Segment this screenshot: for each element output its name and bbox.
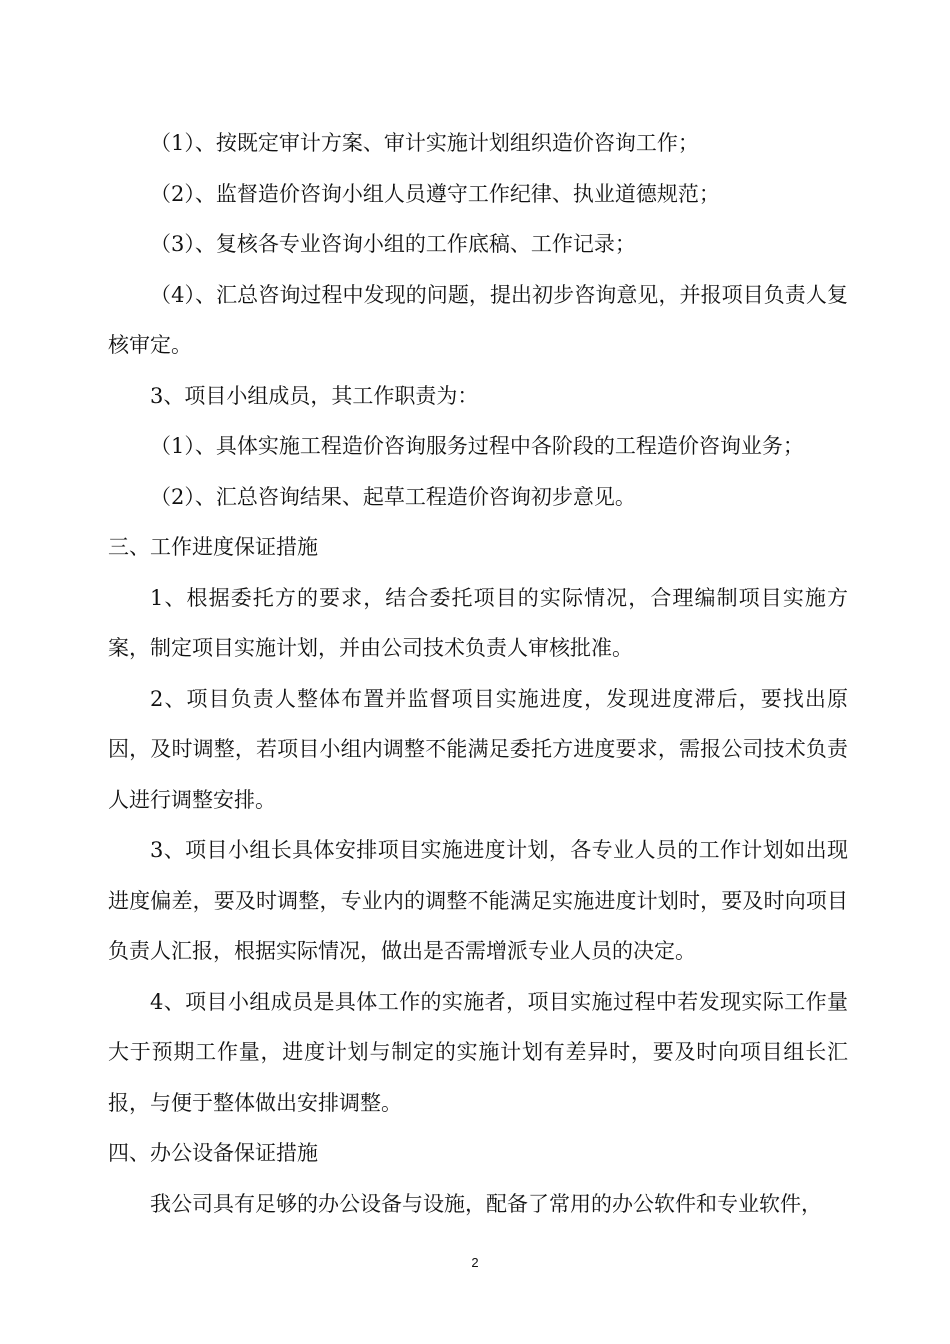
section-heading-schedule: 三、工作进度保证措施: [108, 535, 318, 559]
paragraph-duty-2: （2）、监督造价咨询小组人员遵守工作纪律、执业道德规范；: [150, 181, 720, 206]
paragraph-schedule-2: 2、项目负责人整体布置并监督项目实施进度，发现进度滞后，要找出原因，及时调整，若项目小组内调整不能满足委托方进度要求，需报公司技术负责人进行调整安排。: [108, 686, 848, 812]
page-number: 2: [471, 1255, 479, 1270]
paragraph-team-members: 3、项目小组成员，其工作职责为：: [150, 383, 479, 408]
section-heading-equipment: 四、办公设备保证措施: [108, 1141, 318, 1165]
paragraph-member-duty-1: （1）、具体实施工程造价咨询服务过程中各阶段的工程造价咨询业务；: [150, 434, 804, 458]
paragraph-equipment: 我公司具有足够的办公设备与设施，配备了常用的办公软件和专业软件，: [150, 1191, 822, 1216]
paragraph-schedule-1: 1、根据委托方的要求，结合委托项目的实际情况，合理编制项目实施方案，制定项目实施计划，并由公司技术负责人审核批准。: [108, 585, 848, 660]
document-body: [108, 118, 848, 1229]
paragraph-duty-4: （4）、汇总咨询过程中发现的问题，提出初步咨询意见，并报项目负责人复核审定。: [108, 282, 848, 357]
paragraph-schedule-3: 3、项目小组长具体安排项目实施进度计划，各专业人员的工作计划如出现进度偏差，要及时调整，专业内的调整不能满足实施进度计划时，要及时向项目负责人汇报，根据实际情况，做出是否需增派专业人员的决定。: [108, 838, 848, 963]
paragraph-schedule-4: 4、项目小组成员是具体工作的实施者，项目实施过程中若发现实际工作量大于预期工作量，进度计划与制定的实施计划有差异时，要及时向项目组长汇报，与便于整体做出安排调整。: [108, 989, 848, 1115]
paragraph-member-duty-2: （2）、汇总咨询结果、起草工程造价咨询初步意见。: [150, 484, 636, 509]
paragraph-duty-3: （3）、复核各专业咨询小组的工作底稿、工作记录；: [150, 232, 636, 256]
paragraph-duty-1: （1）、按既定审计方案、审计实施计划组织造价咨询工作；: [150, 131, 699, 155]
